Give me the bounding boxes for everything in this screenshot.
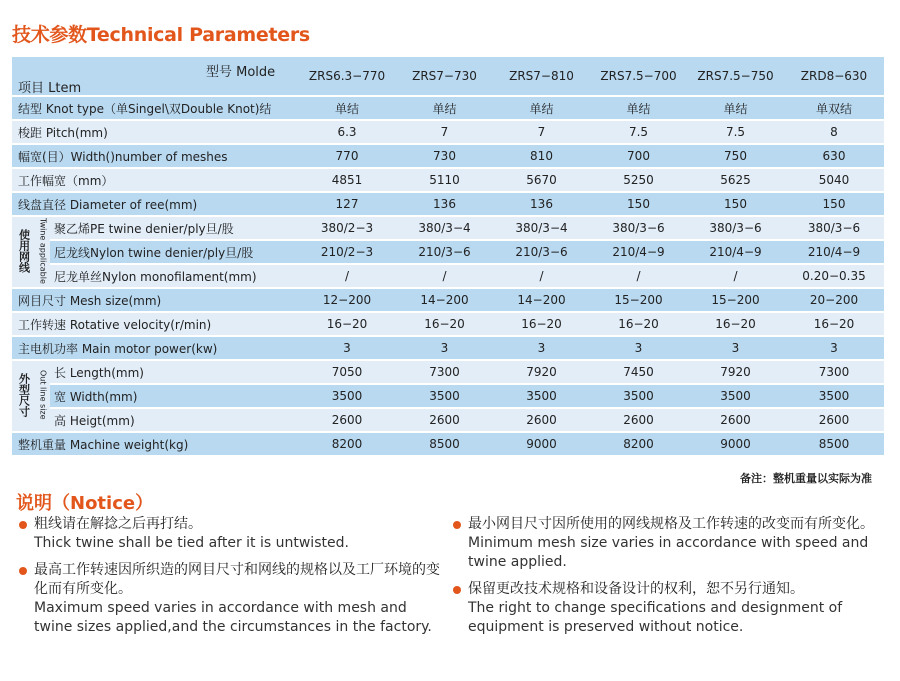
group-label-cn-text: 使用网线 bbox=[17, 228, 31, 273]
row-label: 结型 Knot type（单Singel\双Double Knot)结 bbox=[12, 97, 298, 121]
item-header-label: 项目 Ltem bbox=[18, 81, 82, 96]
value-cell: 8200 bbox=[590, 433, 687, 457]
value-cell: 16−20 bbox=[298, 313, 396, 337]
value-cell: 380/3−4 bbox=[493, 217, 590, 241]
value-cell: 7.5 bbox=[687, 121, 784, 145]
notice-text-cn: 粗线请在解捻之后再打结。 bbox=[34, 516, 202, 532]
value-cell: 210/3−6 bbox=[493, 241, 590, 265]
row-label: 工作幅宽（mm） bbox=[12, 169, 298, 193]
value-cell: 3500 bbox=[687, 385, 784, 409]
bullet-icon bbox=[19, 567, 27, 575]
value-cell: 700 bbox=[590, 145, 687, 169]
notice-item bbox=[18, 561, 448, 637]
group-label-en-text: Out line size bbox=[38, 370, 48, 420]
notes-right-column bbox=[452, 515, 892, 645]
notice-text-en: Minimum mesh size varies in accordance with speed and twine applied. bbox=[468, 535, 869, 570]
value-cell: 8 bbox=[784, 121, 884, 145]
value-cell: 7300 bbox=[784, 361, 884, 385]
row-label: 高 Heigt(mm) bbox=[50, 409, 298, 433]
table-row bbox=[12, 121, 884, 145]
bullet-icon bbox=[453, 521, 461, 529]
header-corner-cell bbox=[12, 57, 298, 97]
row-label: 网目尺寸 Mesh size(mm) bbox=[12, 289, 298, 313]
bullet-icon bbox=[453, 586, 461, 594]
notice-text-en: The right to change specifications and designment of equipment is preserved without notice. bbox=[468, 600, 843, 635]
value-cell: 150 bbox=[590, 193, 687, 217]
value-cell: 630 bbox=[784, 145, 884, 169]
row-label: 线盘直径 Diameter of ree(mm) bbox=[12, 193, 298, 217]
model-header-label: 型号 Molde bbox=[206, 65, 276, 80]
value-cell: 5625 bbox=[687, 169, 784, 193]
table-row bbox=[12, 97, 884, 121]
value-cell: 127 bbox=[298, 193, 396, 217]
value-cell: 380/3−6 bbox=[590, 217, 687, 241]
value-cell: 2600 bbox=[298, 409, 396, 433]
table-row bbox=[12, 169, 884, 193]
value-cell: 7 bbox=[493, 121, 590, 145]
value-cell: 770 bbox=[298, 145, 396, 169]
value-cell: 7.5 bbox=[590, 121, 687, 145]
table-row bbox=[12, 337, 884, 361]
value-cell: 3500 bbox=[493, 385, 590, 409]
group-label-cn bbox=[12, 361, 36, 433]
value-cell: 810 bbox=[493, 145, 590, 169]
table-row bbox=[12, 217, 884, 241]
value-cell: 3 bbox=[493, 337, 590, 361]
value-cell: 16−20 bbox=[493, 313, 590, 337]
value-cell: 单结 bbox=[396, 97, 493, 121]
value-cell: 380/3−6 bbox=[784, 217, 884, 241]
value-cell: 2600 bbox=[396, 409, 493, 433]
table-row bbox=[12, 289, 884, 313]
value-cell: 3500 bbox=[298, 385, 396, 409]
value-cell: 5670 bbox=[493, 169, 590, 193]
table-row bbox=[12, 385, 884, 409]
model-header-cell: ZRS6.3−770 bbox=[298, 57, 396, 97]
notes-left-column bbox=[18, 515, 448, 645]
group-label-en-text: Twine applicable bbox=[38, 218, 48, 284]
value-cell: 380/3−6 bbox=[687, 217, 784, 241]
value-cell: 380/2−3 bbox=[298, 217, 396, 241]
page-title: 技术参数Technical Parameters bbox=[12, 24, 310, 46]
group-label-cn-text: 外型尺寸 bbox=[17, 372, 31, 417]
table-row bbox=[12, 193, 884, 217]
value-cell: 2600 bbox=[784, 409, 884, 433]
parameters-table bbox=[12, 57, 884, 457]
group-label-cn bbox=[12, 217, 36, 289]
row-label: 主电机功率 Main motor power(kw) bbox=[12, 337, 298, 361]
value-cell: 3 bbox=[784, 337, 884, 361]
value-cell: 210/4−9 bbox=[784, 241, 884, 265]
value-cell: 7 bbox=[396, 121, 493, 145]
value-cell: 16−20 bbox=[784, 313, 884, 337]
parameters-table-wrap bbox=[12, 57, 884, 457]
table-row bbox=[12, 313, 884, 337]
value-cell: 210/2−3 bbox=[298, 241, 396, 265]
value-cell: / bbox=[396, 265, 493, 289]
value-cell: 8200 bbox=[298, 433, 396, 457]
row-label: 宽 Width(mm) bbox=[50, 385, 298, 409]
notice-text-cn: 最高工作转速因所织造的网目尺寸和网线的规格以及工厂环境的变化而有所变化。 bbox=[34, 562, 440, 597]
value-cell: 3 bbox=[298, 337, 396, 361]
notice-text-en: Maximum speed varies in accordance with mesh and twine sizes applied,and the circumstances in the factory. bbox=[34, 600, 432, 635]
model-header-cell: ZRS7−730 bbox=[396, 57, 493, 97]
value-cell: 5040 bbox=[784, 169, 884, 193]
value-cell: 单结 bbox=[687, 97, 784, 121]
value-cell: 3 bbox=[687, 337, 784, 361]
value-cell: 15−200 bbox=[590, 289, 687, 313]
value-cell: / bbox=[493, 265, 590, 289]
value-cell: 9000 bbox=[687, 433, 784, 457]
value-cell: / bbox=[590, 265, 687, 289]
row-label: 整机重量 Machine weight(kg) bbox=[12, 433, 298, 457]
value-cell: 7920 bbox=[493, 361, 590, 385]
value-cell: 3500 bbox=[590, 385, 687, 409]
bullet-icon bbox=[19, 521, 27, 529]
value-cell: 14−200 bbox=[493, 289, 590, 313]
value-cell: 3 bbox=[396, 337, 493, 361]
notice-text-cn: 保留更改技术规格和设备设计的权利，恕不另行通知。 bbox=[468, 581, 804, 597]
value-cell: 7920 bbox=[687, 361, 784, 385]
value-cell: 210/4−9 bbox=[687, 241, 784, 265]
group-label-en bbox=[36, 217, 50, 289]
table-header-row bbox=[12, 57, 884, 97]
value-cell: 单结 bbox=[298, 97, 396, 121]
value-cell: 15−200 bbox=[687, 289, 784, 313]
group-label-en bbox=[36, 361, 50, 433]
table-row bbox=[12, 361, 884, 385]
value-cell: 150 bbox=[784, 193, 884, 217]
value-cell: 380/3−4 bbox=[396, 217, 493, 241]
value-cell: 3500 bbox=[396, 385, 493, 409]
value-cell: 3500 bbox=[784, 385, 884, 409]
table-row bbox=[12, 433, 884, 457]
table-row bbox=[12, 241, 884, 265]
value-cell: 750 bbox=[687, 145, 784, 169]
value-cell: 7450 bbox=[590, 361, 687, 385]
value-cell: 136 bbox=[396, 193, 493, 217]
value-cell: 9000 bbox=[493, 433, 590, 457]
notice-text-en: Thick twine shall be tied after it is untwisted. bbox=[34, 535, 349, 551]
model-header-cell: ZRS7.5−700 bbox=[590, 57, 687, 97]
value-cell: 8500 bbox=[784, 433, 884, 457]
value-cell: 4851 bbox=[298, 169, 396, 193]
value-cell: 150 bbox=[687, 193, 784, 217]
weight-footnote: 备注：整机重量以实际为准 bbox=[740, 472, 872, 485]
value-cell: 210/4−9 bbox=[590, 241, 687, 265]
value-cell: 730 bbox=[396, 145, 493, 169]
notice-text-cn: 最小网目尺寸因所使用的网线规格及工作转速的改变而有所变化。 bbox=[468, 516, 874, 532]
value-cell: 12−200 bbox=[298, 289, 396, 313]
value-cell: 5110 bbox=[396, 169, 493, 193]
value-cell: 16−20 bbox=[396, 313, 493, 337]
row-label: 幅宽(目）Width()number of meshes bbox=[12, 145, 298, 169]
row-label: 工作转速 Rotative velocity(r/min) bbox=[12, 313, 298, 337]
value-cell: 2600 bbox=[590, 409, 687, 433]
value-cell: 210/3−6 bbox=[396, 241, 493, 265]
model-header-cell: ZRS7−810 bbox=[493, 57, 590, 97]
value-cell: 3 bbox=[590, 337, 687, 361]
row-label: 聚乙烯PE twine denier/ply旦/股 bbox=[50, 217, 298, 241]
value-cell: 2600 bbox=[687, 409, 784, 433]
row-label: 梭距 Pitch(mm) bbox=[12, 121, 298, 145]
table-row bbox=[12, 265, 884, 289]
notice-item bbox=[18, 515, 448, 553]
value-cell: 7300 bbox=[396, 361, 493, 385]
value-cell: 14−200 bbox=[396, 289, 493, 313]
value-cell: 5250 bbox=[590, 169, 687, 193]
value-cell: 单结 bbox=[590, 97, 687, 121]
value-cell: 136 bbox=[493, 193, 590, 217]
value-cell: 7050 bbox=[298, 361, 396, 385]
table-row bbox=[12, 409, 884, 433]
value-cell: 0.20−0.35 bbox=[784, 265, 884, 289]
table-row bbox=[12, 145, 884, 169]
row-label: 长 Length(mm) bbox=[50, 361, 298, 385]
value-cell: 2600 bbox=[493, 409, 590, 433]
row-label: 尼龙单丝Nylon monofilament(mm) bbox=[50, 265, 298, 289]
notice-title: 说明（Notice） bbox=[16, 493, 154, 514]
value-cell: 16−20 bbox=[590, 313, 687, 337]
value-cell: / bbox=[687, 265, 784, 289]
row-label: 尼龙线Nylon twine denier/ply旦/股 bbox=[50, 241, 298, 265]
value-cell: 8500 bbox=[396, 433, 493, 457]
notice-item bbox=[452, 580, 892, 637]
value-cell: 6.3 bbox=[298, 121, 396, 145]
value-cell: 单结 bbox=[493, 97, 590, 121]
model-header-cell: ZRS7.5−750 bbox=[687, 57, 784, 97]
value-cell: 16−20 bbox=[687, 313, 784, 337]
model-header-cell: ZRD8−630 bbox=[784, 57, 884, 97]
value-cell: 单双结 bbox=[784, 97, 884, 121]
value-cell: 20−200 bbox=[784, 289, 884, 313]
value-cell: / bbox=[298, 265, 396, 289]
notice-item bbox=[452, 515, 892, 572]
